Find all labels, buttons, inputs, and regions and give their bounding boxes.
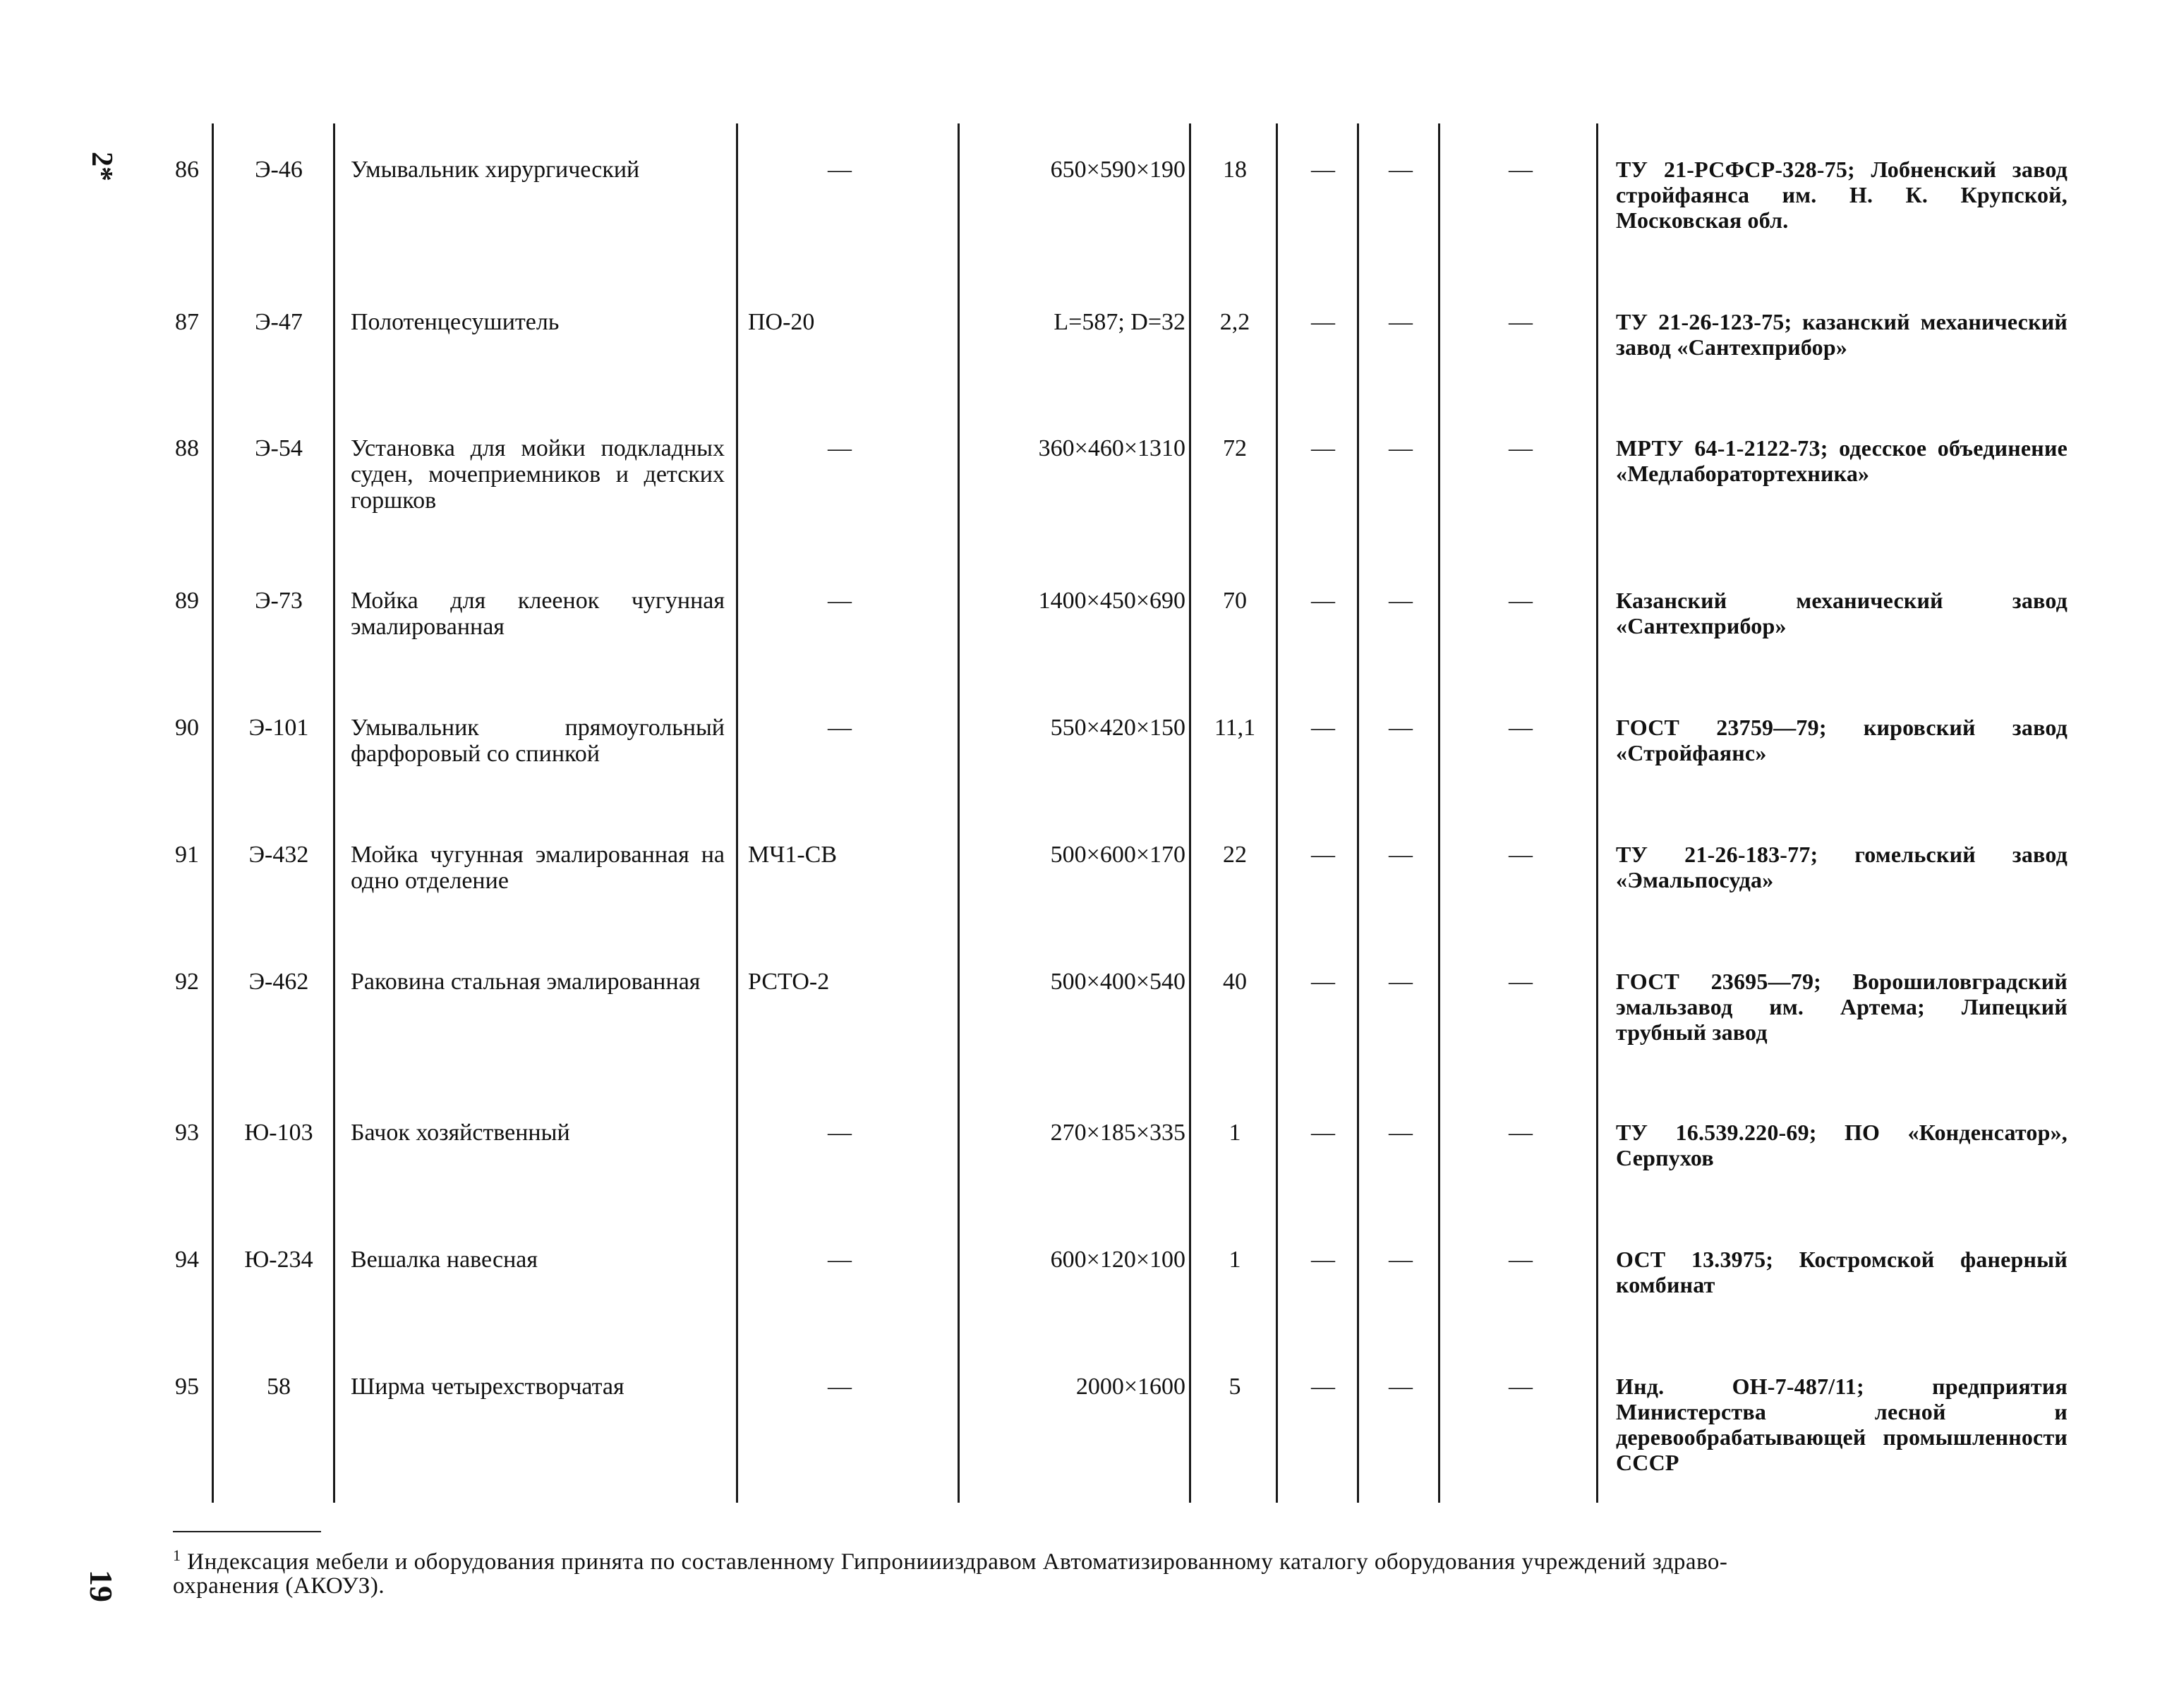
item-code: Ю-103 bbox=[244, 1120, 313, 1146]
item-model: — bbox=[828, 1120, 852, 1146]
item-dimensions: 1400×450×690 bbox=[1038, 588, 1185, 614]
item-col-c: — bbox=[1509, 1247, 1533, 1273]
item-col-b: — bbox=[1389, 1120, 1413, 1146]
item-name: Бачок хозяйственный bbox=[351, 1120, 570, 1146]
item-col-a: — bbox=[1311, 842, 1335, 868]
item-source: ГОСТ 23759—79; кировский завод «Стройфаянс» bbox=[1616, 715, 2068, 765]
table-row bbox=[0, 842, 2167, 967]
row-number: 88 bbox=[175, 435, 199, 461]
row-number: 93 bbox=[175, 1120, 199, 1146]
table-row bbox=[0, 969, 2167, 1094]
item-col-b: — bbox=[1389, 1247, 1413, 1273]
row-number: 90 bbox=[175, 715, 199, 741]
item-col-b: — bbox=[1389, 842, 1413, 868]
item-model: — bbox=[828, 157, 852, 183]
item-name: Вешалка навесная bbox=[351, 1247, 538, 1273]
item-name: Ширма четырехстворчатая bbox=[351, 1374, 624, 1400]
item-quantity: 70 bbox=[1223, 588, 1247, 614]
row-number: 89 bbox=[175, 588, 199, 614]
item-col-c: — bbox=[1509, 842, 1533, 868]
item-dimensions: 2000×1600 bbox=[1075, 1374, 1185, 1400]
row-number: 95 bbox=[175, 1374, 199, 1400]
footnote-marker: 1 bbox=[173, 1546, 181, 1564]
item-name: Умывальник прямоугольный фарфоровый со спинкой bbox=[351, 715, 725, 767]
item-col-b: — bbox=[1389, 157, 1413, 183]
row-number: 92 bbox=[175, 969, 199, 995]
table-row bbox=[0, 588, 2167, 713]
item-source: ТУ 21-РСФСР-328-75; Лобненский завод стройфаянса им. Н. К. Крупской, Московская обл. bbox=[1616, 157, 2068, 233]
item-model: РСТО-2 bbox=[748, 969, 830, 995]
footnote-line-1 bbox=[173, 1542, 2078, 1576]
page-number: 19 bbox=[83, 1570, 119, 1602]
item-dimensions: 500×600×170 bbox=[1050, 842, 1185, 868]
item-col-a: — bbox=[1311, 1120, 1335, 1146]
item-code: Э-462 bbox=[248, 969, 309, 995]
item-dimensions: 600×120×100 bbox=[1050, 1247, 1185, 1273]
item-col-b: — bbox=[1389, 588, 1413, 614]
item-model: — bbox=[828, 435, 852, 461]
item-source: ТУ 21-26-183-77; гомельский завод «Эмальпосуда» bbox=[1616, 842, 2068, 892]
item-col-b: — bbox=[1389, 969, 1413, 995]
item-dimensions: 270×185×335 bbox=[1050, 1120, 1185, 1146]
item-code: Э-54 bbox=[255, 435, 303, 461]
item-dimensions: 500×400×540 bbox=[1050, 969, 1185, 995]
table-row bbox=[0, 435, 2167, 561]
footnote-rule bbox=[173, 1531, 321, 1532]
item-code: Э-73 bbox=[255, 588, 303, 614]
item-code: 58 bbox=[267, 1374, 291, 1400]
item-name: Полотенцесушитель bbox=[351, 309, 560, 335]
item-name: Мойка для клеенок чугунная эмалированная bbox=[351, 588, 725, 640]
item-col-a: — bbox=[1311, 1374, 1335, 1400]
table-row bbox=[0, 157, 2167, 282]
item-source: ТУ 21-26-123-75; казанский механический завод «Сантехприбор» bbox=[1616, 309, 2068, 360]
table-row bbox=[0, 1120, 2167, 1245]
item-source: ТУ 16.539.220-69; ПО «Конденсатор», Серпухов bbox=[1616, 1120, 2068, 1170]
item-source: Казанский механический завод «Сантехприбор» bbox=[1616, 588, 2068, 638]
item-name: Мойка чугунная эмалированная на одно отделение bbox=[351, 842, 725, 894]
item-col-a: — bbox=[1311, 588, 1335, 614]
item-code: Э-47 bbox=[255, 309, 303, 335]
item-name: Умывальник хирургический bbox=[351, 157, 640, 183]
item-quantity: 18 bbox=[1223, 157, 1247, 183]
item-col-c: — bbox=[1509, 1374, 1533, 1400]
item-source: МРТУ 64-1-2122-73; одесское объединение «Медлаборатортехника» bbox=[1616, 435, 2068, 486]
item-code: Э-101 bbox=[248, 715, 309, 741]
item-col-a: — bbox=[1311, 157, 1335, 183]
item-dimensions: L=587; D=32 bbox=[1054, 309, 1185, 335]
item-col-c: — bbox=[1509, 715, 1533, 741]
item-dimensions: 360×460×1310 bbox=[1038, 435, 1185, 461]
page-mark-top: 2* bbox=[85, 152, 118, 181]
item-model: ПО-20 bbox=[748, 309, 815, 335]
row-number: 87 bbox=[175, 309, 199, 335]
item-name: Установка для мойки подкладных суден, мочеприемников и детских горшков bbox=[351, 435, 725, 514]
footnote-line-2: охранения (АКОУЗ). bbox=[173, 1573, 385, 1599]
item-col-b: — bbox=[1389, 435, 1413, 461]
table-row bbox=[0, 1374, 2167, 1499]
item-model: МЧ1-СВ bbox=[748, 842, 838, 868]
table-row bbox=[0, 309, 2167, 435]
item-model: — bbox=[828, 715, 852, 741]
item-quantity: 72 bbox=[1223, 435, 1247, 461]
item-quantity: 40 bbox=[1223, 969, 1247, 995]
item-quantity: 22 bbox=[1223, 842, 1247, 868]
item-col-a: — bbox=[1311, 435, 1335, 461]
row-number: 86 bbox=[175, 157, 199, 183]
item-code: Ю-234 bbox=[244, 1247, 313, 1273]
item-col-c: — bbox=[1509, 157, 1533, 183]
item-model: — bbox=[828, 1247, 852, 1273]
item-name: Раковина стальная эмалированная bbox=[351, 969, 701, 995]
item-col-b: — bbox=[1389, 715, 1413, 741]
row-number: 91 bbox=[175, 842, 199, 868]
item-col-c: — bbox=[1509, 309, 1533, 335]
item-dimensions: 550×420×150 bbox=[1050, 715, 1185, 741]
footnote-text-1: Индексация мебели и оборудования принята по составленному Гипрониииздравом Автоматизированному каталогу оборудования учреждений здраво- bbox=[187, 1549, 1728, 1575]
item-quantity: 1 bbox=[1229, 1247, 1241, 1273]
item-quantity: 5 bbox=[1229, 1374, 1241, 1400]
item-source: Инд. ОН-7-487/11; предприятия Министерства лесной и деревообрабатывающей промышленности СССР bbox=[1616, 1374, 2068, 1475]
item-col-b: — bbox=[1389, 1374, 1413, 1400]
item-col-b: — bbox=[1389, 309, 1413, 335]
item-col-c: — bbox=[1509, 435, 1533, 461]
item-col-a: — bbox=[1311, 969, 1335, 995]
item-col-c: — bbox=[1509, 969, 1533, 995]
table-row bbox=[0, 715, 2167, 840]
item-col-a: — bbox=[1311, 309, 1335, 335]
item-quantity: 11,1 bbox=[1214, 715, 1256, 741]
row-number: 94 bbox=[175, 1247, 199, 1273]
item-code: Э-46 bbox=[255, 157, 303, 183]
item-col-a: — bbox=[1311, 715, 1335, 741]
item-dimensions: 650×590×190 bbox=[1050, 157, 1185, 183]
item-col-c: — bbox=[1509, 1120, 1533, 1146]
item-source: ГОСТ 23695—79; Ворошиловградский эмальзавод им. Артема; Липецкий трубный завод bbox=[1616, 969, 2068, 1045]
item-col-a: — bbox=[1311, 1247, 1335, 1273]
item-model: — bbox=[828, 1374, 852, 1400]
item-code: Э-432 bbox=[248, 842, 309, 868]
item-quantity: 2,2 bbox=[1219, 309, 1250, 335]
item-col-c: — bbox=[1509, 588, 1533, 614]
item-quantity: 1 bbox=[1229, 1120, 1241, 1146]
item-source: ОСТ 13.3975; Костромской фанерный комбинат bbox=[1616, 1247, 2068, 1297]
item-model: — bbox=[828, 588, 852, 614]
table-row bbox=[0, 1247, 2167, 1372]
